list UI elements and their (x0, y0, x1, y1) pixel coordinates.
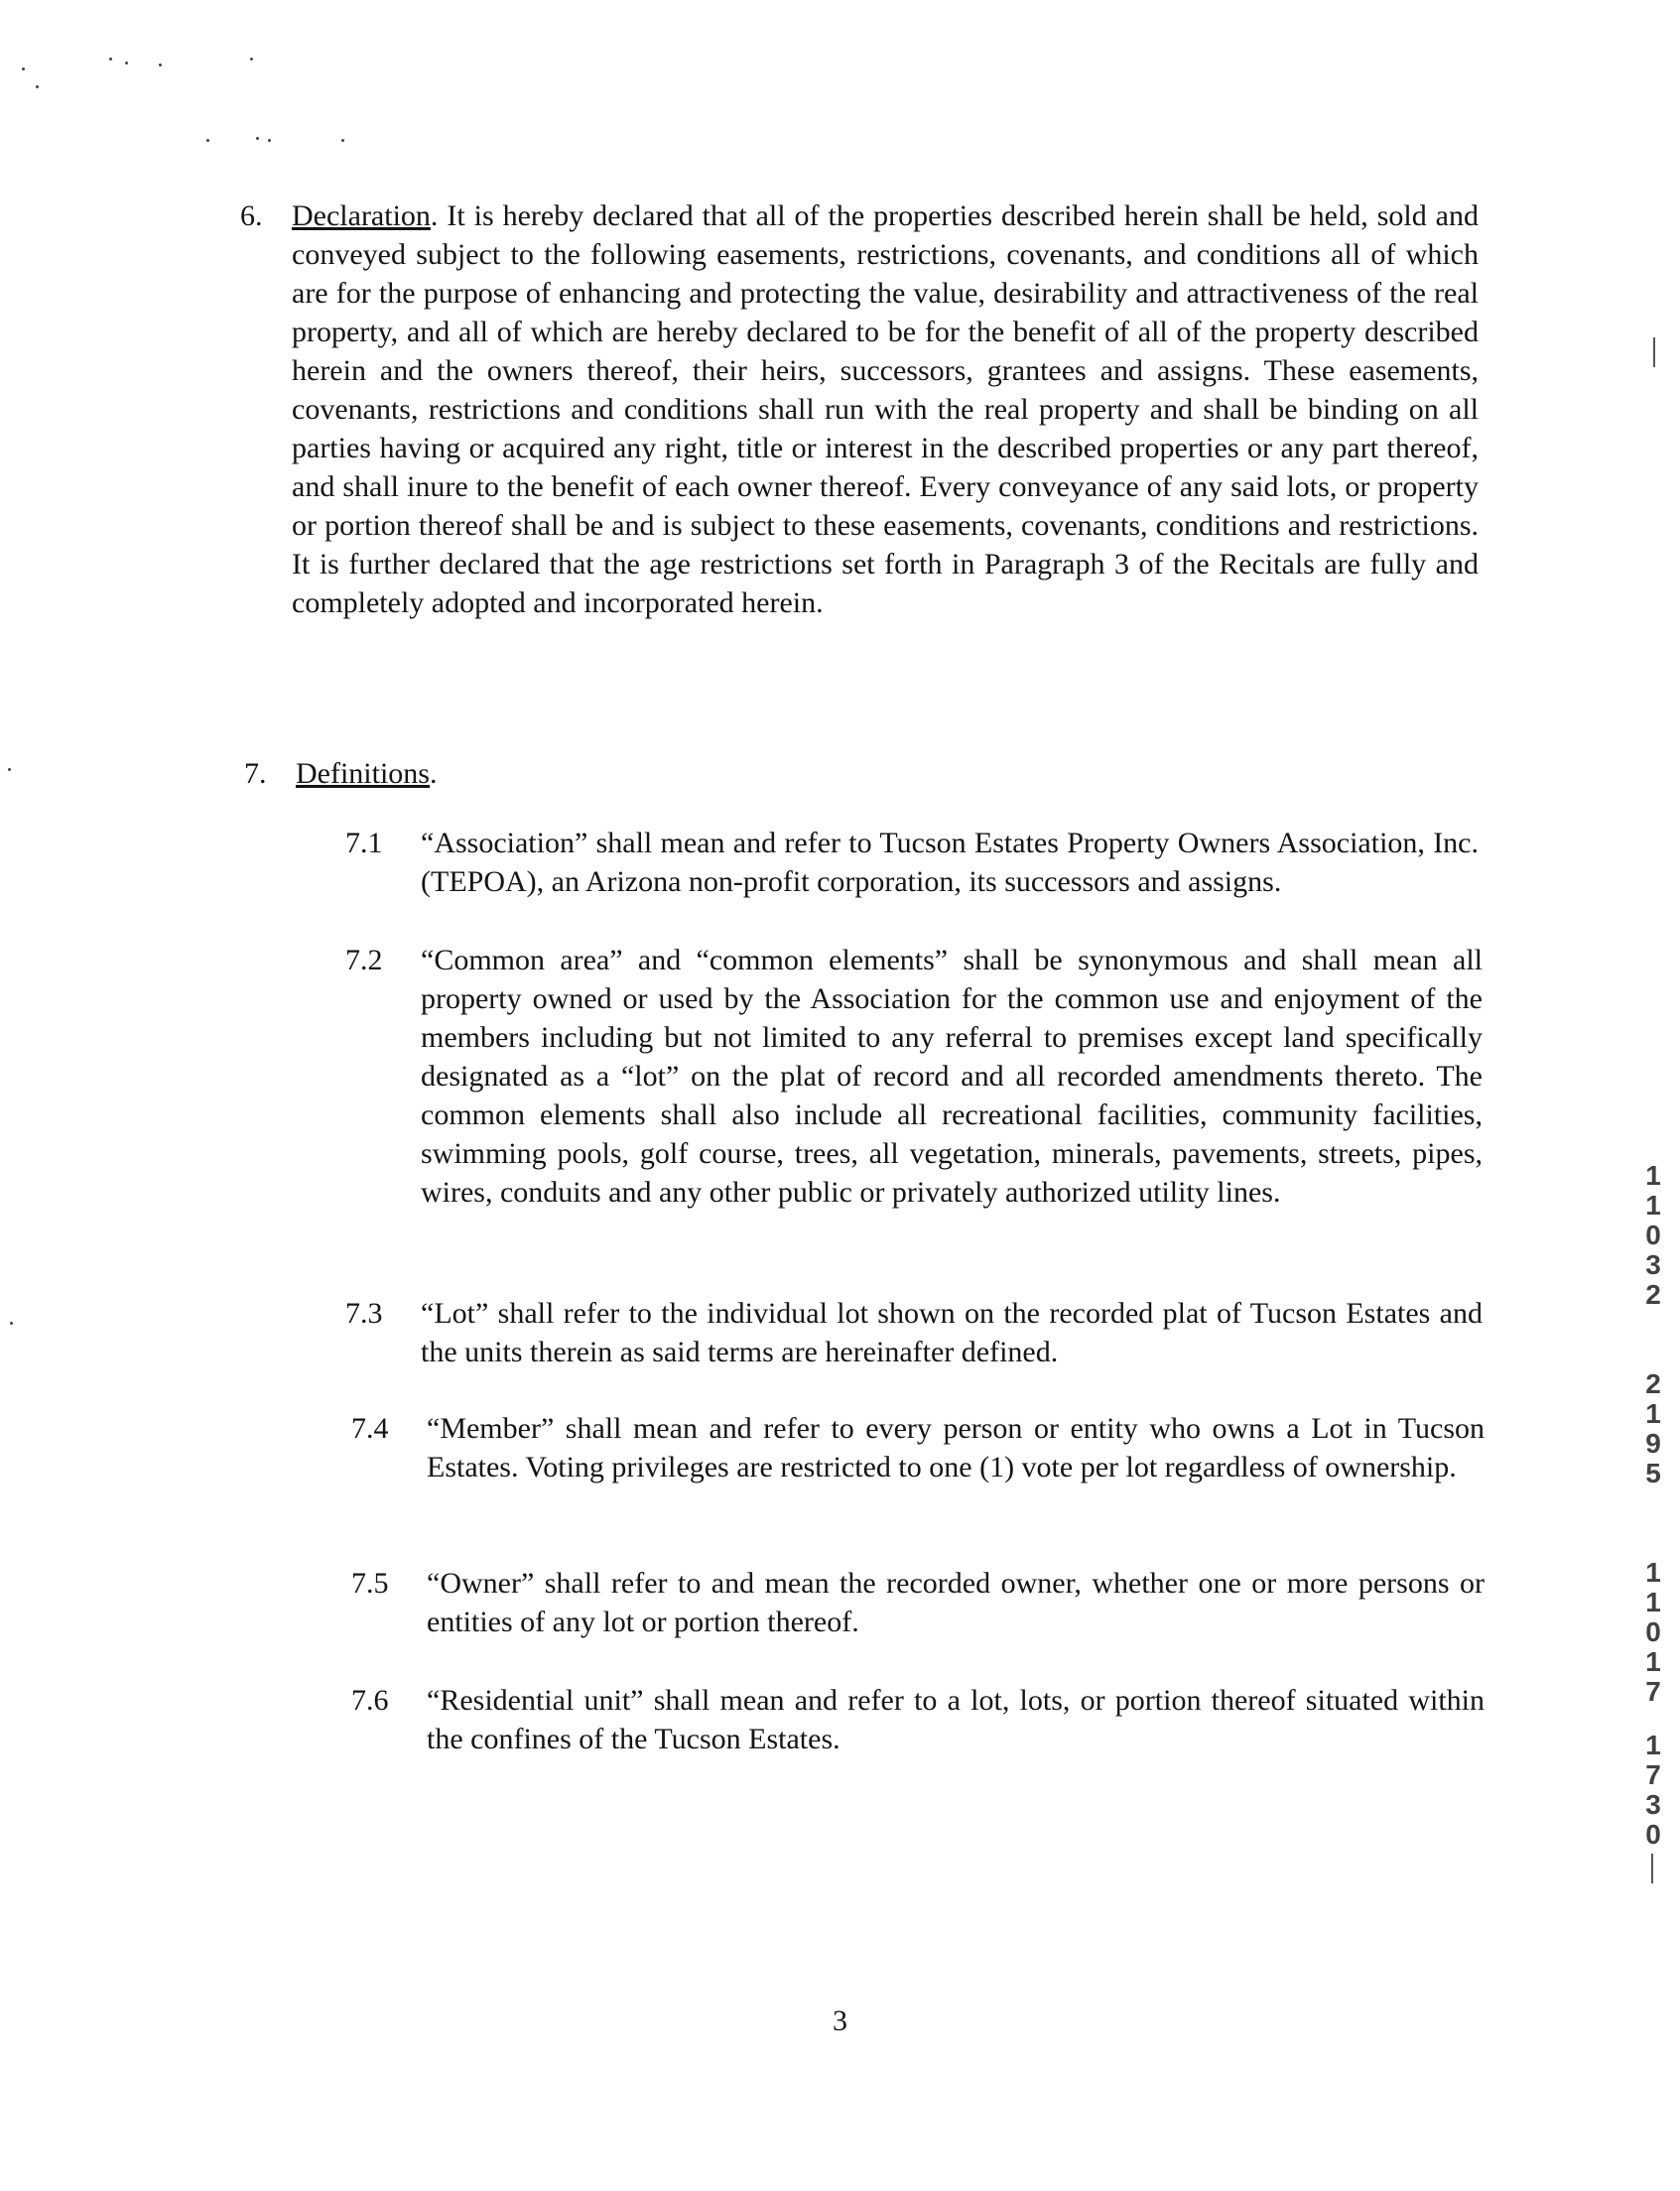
definition-number: 7.3 (345, 1297, 383, 1330)
stamp-digit: 7 (1645, 1676, 1661, 1707)
stamp-digit: 3 (1645, 1789, 1661, 1820)
section-7-number: 7. (244, 757, 267, 790)
stamp-digit: 2 (1645, 1368, 1661, 1399)
scan-speck (341, 139, 344, 142)
stamp-digit: 7 (1645, 1759, 1661, 1790)
definition-number: 7.1 (345, 827, 383, 859)
section-6-number: 6. (240, 199, 263, 232)
definition-7-5 (351, 1564, 1485, 1641)
section-7-heading-suffix: . (430, 757, 438, 790)
definition-text: “Residential unit” shall mean and refer to a lot, lots, or portion thereof situated within the confines of the Tucson Estates. (427, 1684, 1485, 1755)
scan-speck (256, 137, 259, 140)
section-7-heading: Definitions (296, 757, 430, 790)
definition-text: “Owner” shall refer to and mean the recorded owner, whether one or more persons or entities of any lot or portion thereof. (427, 1567, 1485, 1638)
scan-speck (109, 58, 112, 61)
definition-7-6 (351, 1681, 1485, 1758)
stamp-digit: 0 (1645, 1819, 1661, 1850)
scan-speck (268, 139, 271, 142)
scan-speck (22, 67, 25, 70)
scan-speck (10, 1322, 13, 1325)
recording-stamp-group-3 (1637, 1558, 1669, 1707)
stamp-digit: 0 (1645, 1616, 1661, 1647)
section-6-declaration (240, 196, 1479, 622)
scan-speck (36, 85, 39, 88)
recording-stamp-group-1 (1637, 1161, 1669, 1310)
stamp-digit: 1 (1645, 1730, 1661, 1760)
definition-text: “Association” shall mean and refer to Tucson Estates Property Owners Association, Inc. (TEPOA), an Arizona non-profit corporation, its successors and assigns. (421, 827, 1479, 898)
recording-stamp-group-2 (1637, 1369, 1669, 1488)
stamp-digit: 1 (1645, 1646, 1661, 1677)
definition-number: 7.5 (351, 1567, 389, 1600)
definition-7-3 (345, 1294, 1483, 1371)
stamp-digit: 2 (1645, 1279, 1661, 1310)
scan-speck (159, 64, 162, 66)
section-6-heading: Declaration (292, 199, 431, 232)
scan-speck (8, 768, 11, 771)
definition-7-1 (345, 824, 1479, 901)
stamp-digit: 5 (1645, 1458, 1661, 1488)
definition-text: “Member” shall mean and refer to every person or entity who owns a Lot in Tucson Estates. Voting privileges are restricted to one (1) vote per lot regardless of ownership. (427, 1412, 1485, 1483)
definition-7-2 (345, 941, 1483, 1212)
stamp-digit: 0 (1645, 1220, 1661, 1250)
section-7-definitions (244, 754, 891, 793)
stamp-digit: 3 (1645, 1249, 1661, 1280)
stamp-digit: 9 (1645, 1428, 1661, 1459)
scan-speck (250, 58, 253, 61)
scan-speck (206, 139, 209, 142)
stamp-digit: 1 (1645, 1190, 1661, 1221)
definition-number: 7.2 (345, 944, 383, 976)
definition-text: “Common area” and “common elements” shall be synonymous and shall mean all property owned or used by the Association for the common use and enjoyment of the members including but not limited to any referral to premises except land specifically designated as a “lot” on the plat of record and all recorded amendments thereto. The common elements shall also include all recreational facilities, community facilities, swimming pools, golf course, trees, all vegetation, minerals, pavements, streets, pipes, wires, conduits and any other public or privately authorized utility lines. (421, 944, 1483, 1209)
scan-speck (125, 62, 128, 64)
stamp-digit: 1 (1645, 1587, 1661, 1617)
definition-text: “Lot” shall refer to the individual lot shown on the recorded plat of Tucson Estates and the units therein as said terms are hereinafter defined. (421, 1297, 1483, 1368)
stamp-tail-line (1651, 1854, 1653, 1883)
section-6-body: . It is hereby declared that all of the properties described herein shall be held, sold and conveyed subject to the following easements, restrictions, covenants, and conditions all of which are for the purpose of enhancing and protecting the value, desirability and attractiveness of the real property, and all of which are hereby declared to be for the benefit of all of the property described herein and the owners thereof, their heirs, successors, grantees and assigns. These easements, covenants, restrictions and conditions shall run with the real property and shall be binding on all parties having or acquired any right, title or interest in the described properties or any part thereof, and shall inure to the benefit of each owner thereof. Every conveyance of any said lots, or property or portion thereof shall be and is subject to these easements, covenants, conditions and restrictions. It is further declared that the age restrictions set forth in Paragraph 3 of the Recitals are fully and completely adopted and incorporated herein. (292, 199, 1479, 619)
definition-number: 7.6 (351, 1684, 389, 1717)
stamp-digit: 1 (1645, 1160, 1661, 1191)
stamp-digit: 1 (1645, 1398, 1661, 1429)
definition-number: 7.4 (351, 1412, 389, 1445)
recording-stamp-group-4 (1637, 1731, 1669, 1850)
definition-7-4 (351, 1409, 1485, 1486)
scan-line (1653, 337, 1655, 367)
stamp-digit: 1 (1645, 1557, 1661, 1588)
page-number: 3 (833, 2004, 847, 2037)
